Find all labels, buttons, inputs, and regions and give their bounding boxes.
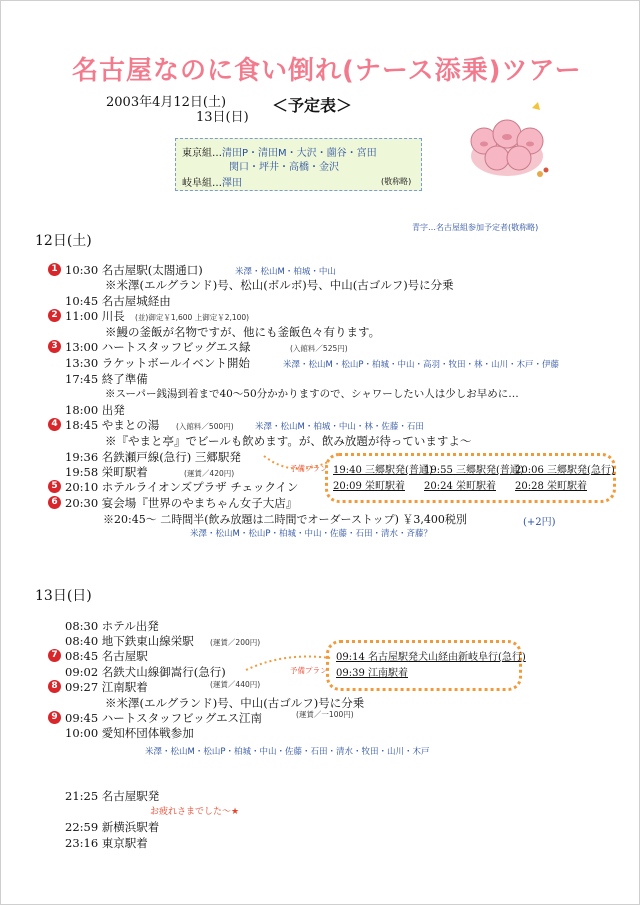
step-number: 2 <box>48 309 61 322</box>
tokyo-names-1: 清田P・清田M・大沢・薗谷・宮田 <box>222 148 377 159</box>
schedule-line: 20:10 ホテルライオンズプラザ チェックイン <box>65 480 299 494</box>
schedule-line: 09:45 ハートスタッフビッグエス江南 <box>65 711 262 725</box>
price-note: (入館料／525円) <box>290 344 348 353</box>
extra-note: (+2円) <box>523 517 556 528</box>
schedule-label: ＜予定表＞ <box>272 96 353 115</box>
step-number: 1 <box>48 263 61 276</box>
schedule-line: 19:36 名鉄瀬戸線(急行) 三郷駅発 <box>65 450 241 464</box>
members-box <box>175 138 422 191</box>
page-title: 名古屋なのに食い倒れ(ナース添乗)ツアー <box>72 56 582 86</box>
step-number: 4 <box>48 418 61 431</box>
schedule-line: 21:25 名古屋駅発 <box>65 789 160 803</box>
schedule-line: 22:59 新横浜駅着 <box>65 820 160 834</box>
tokyo-names-2: 関口・坪井・高橋・金沢 <box>229 162 339 173</box>
step-number: 5 <box>48 480 61 493</box>
schedule-line: 10:30 名古屋駅(太閤通口) <box>65 263 203 277</box>
backup-plan-label: 予備プラン <box>290 666 328 675</box>
price-note: (運賃／200円) <box>210 638 261 647</box>
participants-note: 米澤・松山M・松山P・柏城・中山・佐藤・石田・清水・牧田・山川・木戸 <box>145 747 430 757</box>
schedule-line: ※鰻の釜飯が名物ですが、他にも釜飯色々有ります。 <box>105 325 381 339</box>
participants-note: 米澤・松山M・松山P・柏城・中山・高羽・牧田・林・山川・木戸・伊藤 <box>283 360 559 370</box>
schedule-line: ※20:45～ 二時間半(飲み放題は二時間でオーダーストップ) ￥3,400税別 <box>103 513 467 526</box>
schedule-line: 08:45 名古屋駅 <box>65 649 148 663</box>
step-number: 8 <box>48 680 61 693</box>
plan-depart-option: 19:55 三郷駅発(普通) <box>424 465 524 476</box>
schedule-line: 19:58 栄町駅着 <box>65 465 148 479</box>
schedule-line: 11:00 川長 <box>65 309 125 323</box>
schedule-line: ※米澤(エルグランド)号、中山(古ゴルフ)号に分乗 <box>105 696 365 710</box>
plan-depart-option: 20:06 三郷駅発(急行) <box>515 465 615 476</box>
schedule-line: 10:00 愛知杯団体戦参加 <box>65 726 194 740</box>
pigs-illustration <box>462 96 552 184</box>
price-note: (運賃／420円) <box>184 469 235 478</box>
closing-message: お疲れさまでした～★ <box>150 807 240 817</box>
step-number: 6 <box>48 496 61 509</box>
price-note: (並)御定￥1,600 上御定￥2,100) <box>135 313 250 322</box>
schedule-line: ※米澤(エルグランド)号、松山(ボルボ)号、中山(古ゴルフ)号に分乗 <box>105 278 454 292</box>
step-number: 7 <box>48 649 61 662</box>
price-note: (運賃／440円) <box>210 680 261 689</box>
schedule-line: 13:30 ラケットボールイベント開始 <box>65 356 250 370</box>
gifu-label: 岐阜組… <box>182 178 222 189</box>
schedule-line: ※『やまと亭』でビールも飲めます。が、飲み放題が待っていますよ～ <box>105 434 472 448</box>
plan-arrive-option: 20:28 栄町駅着 <box>515 481 587 492</box>
gifu-names: 澤田 <box>222 178 242 189</box>
schedule-line: 18:00 出発 <box>65 403 125 417</box>
blue-legend: 青字…名古屋組参加予定者(敬称略) <box>412 223 539 232</box>
schedule-line: 13:00 ハートスタッフビッグエス緑 <box>65 340 251 354</box>
step-number: 3 <box>48 340 61 353</box>
plan-option: 09:39 江南駅着 <box>336 668 408 679</box>
schedule-line: 23:16 東京駅着 <box>65 836 148 850</box>
schedule-line: 08:40 地下鉄東山線栄駅 <box>65 634 194 648</box>
backup-plan-label: 予備プラン <box>290 464 328 473</box>
participants-note: 米澤・松山M・柏城・中山 <box>235 267 336 277</box>
plan-arrive-option: 20:09 栄町駅着 <box>333 481 405 492</box>
day2-heading: 13日(日) <box>35 588 92 604</box>
schedule-line: 10:45 名古屋城経由 <box>65 294 171 308</box>
plan-option: 09:14 名古屋駅発犬山経由新岐阜行(急行) <box>336 652 526 663</box>
plan-depart-option: 19:40 三郷駅発(普通) <box>333 465 433 476</box>
schedule-line: ※スーパー銭湯到着まで40～50分かかりますので、シャワーしたい人は少しお早めに… <box>105 388 519 400</box>
schedule-line: 09:02 名鉄犬山線御嵩行(急行) <box>65 665 226 679</box>
plan-arrive-option: 20:24 栄町駅着 <box>424 481 496 492</box>
schedule-line: 17:45 終了準備 <box>65 372 148 386</box>
step-number: 9 <box>48 711 61 724</box>
tokyo-label: 東京組… <box>182 148 222 159</box>
schedule-line: 20:30 宴会場『世界のやまちゃん女子大店』 <box>65 496 298 510</box>
honorific-note: (敬称略) <box>381 177 412 186</box>
participants-note: 米澤・松山M・松山P・柏城・中山・佐藤・石田・清水・斉藤？ <box>190 529 432 539</box>
price-note: (運賃／一100円) <box>296 710 354 719</box>
schedule-line: 08:30 ホテル出発 <box>65 619 159 633</box>
schedule-line: 18:45 やまとの湯 <box>65 418 160 432</box>
schedule-line: 09:27 江南駅着 <box>65 680 148 694</box>
date-line-2: 13日(日) <box>196 110 249 125</box>
participants-note: 米澤・松山M・柏城・中山・林・佐藤・石田 <box>255 422 424 432</box>
date-line-1: 2003年4月12日(土) <box>106 95 227 110</box>
price-note: (入館料／500円) <box>176 422 234 431</box>
day1-heading: 12日(土) <box>35 233 92 249</box>
